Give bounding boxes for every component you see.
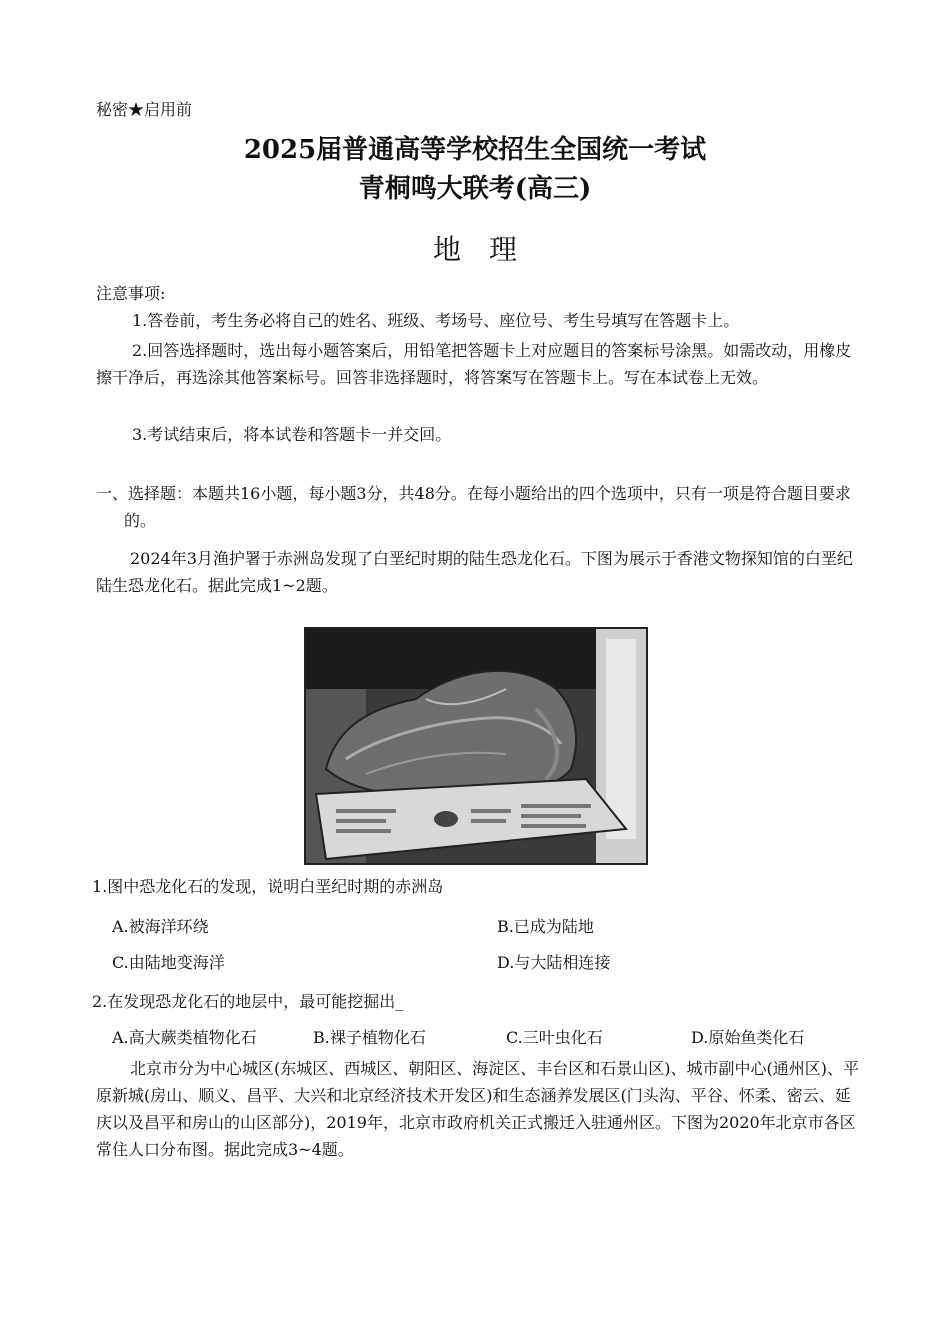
notice-item-1: 1.答卷前，考生务必将自己的姓名、班级、考场号、座位号、考生号填写在答题卡上。 — [132, 311, 740, 330]
question-1-option-d: D.与大陆相连接 — [497, 953, 611, 972]
dinosaur-fossil-photo — [304, 627, 648, 865]
passage-1: 2024年3月渔护署于赤洲岛发现了白垩纪时期的陆生恐龙化石。下图为展示于香港文物探知馆的白垩纪陆生恐龙化石。据此完成1~2题。 — [96, 549, 853, 595]
question-2-option-d: D.原始鱼类化石 — [691, 1028, 805, 1047]
notice-heading: 注意事项: — [96, 284, 166, 303]
question-2-option-b: B.裸子植物化石 — [313, 1028, 426, 1047]
secret-label: 秘密★启用前 — [96, 100, 193, 119]
question-2-stem: 2.在发现恐龙化石的地层中，最可能挖掘出_ — [92, 992, 404, 1011]
question-2-option-a: A.高大蕨类植物化石 — [112, 1028, 257, 1047]
question-1-option-b: B.已成为陆地 — [497, 917, 594, 936]
question-1-option-a: A.被海洋环绕 — [112, 917, 209, 936]
subject-title: 地理 — [432, 233, 545, 266]
question-1-option-c: C.由陆地变海洋 — [112, 953, 225, 972]
question-2-option-c: C.三叶虫化石 — [506, 1028, 603, 1047]
exam-title: 2025届普通高等学校招生全国统一考试 — [243, 135, 707, 165]
question-1-stem: 1.图中恐龙化石的发现，说明白垩纪时期的赤洲岛 — [92, 877, 444, 896]
fossil-image — [306, 629, 646, 863]
notice-item-3: 3.考试结束后，将本试卷和答题卡一并交回。 — [132, 425, 452, 444]
section-heading: 一、选择题：本题共16小题，每小题3分，共48分。在每小题给出的四个选项中，只有一项是符合题目要求的。 — [96, 484, 851, 530]
exam-subtitle: 青桐鸣大联考(高三) — [358, 174, 592, 204]
passage-2: 北京市分为中心城区(东城区、西城区、朝阳区、海淀区、丰台区和石景山区)、城市副中心(通州区)、平原新城(房山、顺义、昌平、大兴和北京经济技术开发区)和生态涵养发展区(门头沟、平谷、怀柔、密云、延庆以及昌平和房山的山区部分)，2019年，北京市政府机关正式搬迁入驻通州区。下图为2020年北京市各区常住人口分布图。据此完成3~4题。 — [96, 1059, 859, 1159]
notice-item-2: 2.回答选择题时，选出每小题答案后，用铅笔把答题卡上对应题目的答案标号涂黑。如需改动，用橡皮擦干净后，再选涂其他答案标号。回答非选择题时，将答案写在答题卡上。写在本试卷上无效。 — [96, 341, 852, 387]
